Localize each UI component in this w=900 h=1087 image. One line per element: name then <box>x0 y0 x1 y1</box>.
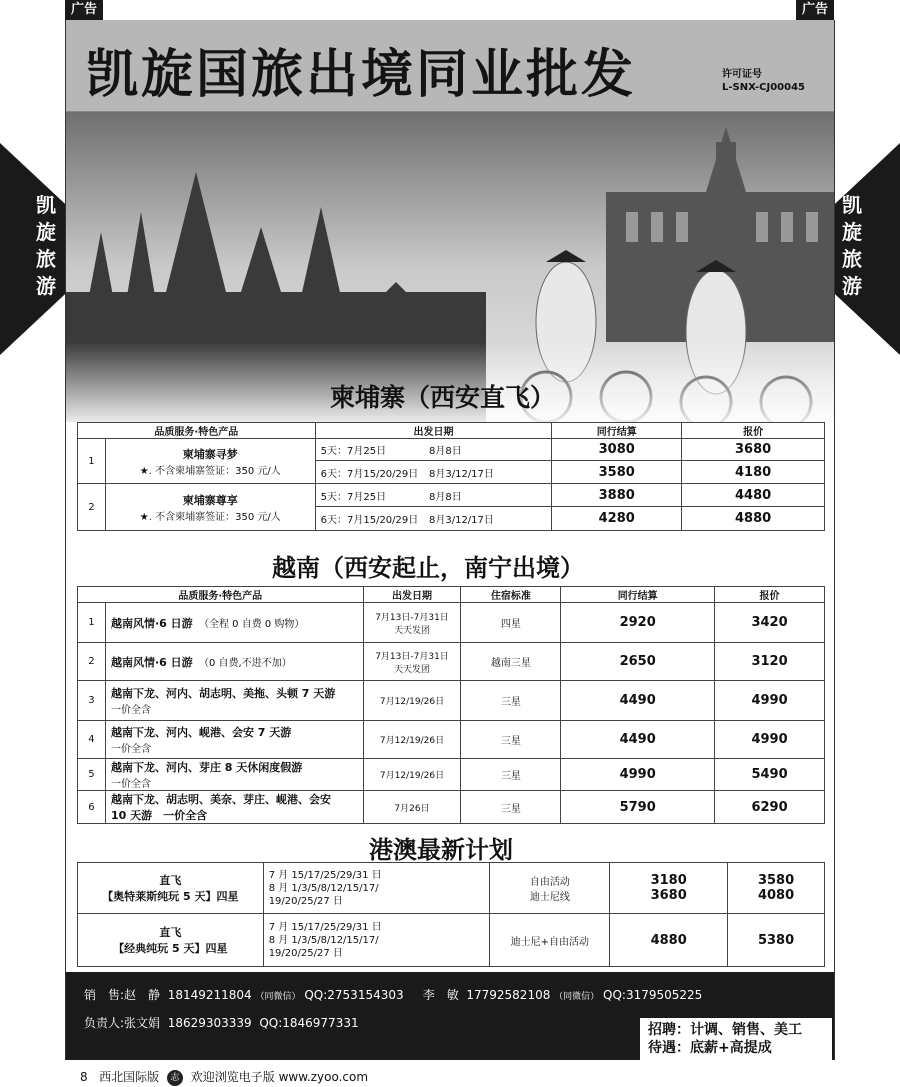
activity-cell: 自由活动 迪士尼线 <box>490 863 610 914</box>
header-banner <box>66 20 834 112</box>
cambodia-header-trade: 同行结算 <box>552 423 682 439</box>
license-label: 许可证号 <box>722 69 762 80</box>
trade-price: 4490 <box>561 721 715 759</box>
product-cell <box>105 721 363 759</box>
date-cell: 6天：7月15/20/29日 8月3/12/17日 <box>315 507 552 531</box>
row-number: 6 <box>78 791 106 824</box>
retail-price: 5380 <box>728 914 825 967</box>
retail-price: 4880 <box>682 507 825 531</box>
retail-price: 4180 <box>682 461 825 484</box>
cambodia-header-date: 出发日期 <box>315 423 552 439</box>
table-row <box>78 863 825 914</box>
vietnam-header-hotel: 住宿标准 <box>461 587 561 603</box>
date-cell: 7月13日-7月31日 天天发团 <box>363 603 461 643</box>
date-cell: 7月12/19/26日 <box>363 721 461 759</box>
sales-contact-row: 销 售:赵 静 18149211804 （同微信） QQ:2753154303 李 敏 17792582108 （同微信） QQ:3179505225 <box>84 988 703 1002</box>
welcome-link[interactable]: 欢迎浏览电子版 www.zyoo.com <box>190 1070 369 1084</box>
product-cell: 直飞 【奥特莱斯纯玩 5 天】四星 <box>78 863 264 914</box>
vietnam-header-trade: 同行结算 <box>561 587 715 603</box>
vietnam-header-row <box>78 587 825 603</box>
product-cell <box>105 791 363 824</box>
hotel-cell: 三星 <box>461 759 561 791</box>
product-name: 柬埔寨寻梦 <box>182 447 238 461</box>
product-cell <box>105 643 363 681</box>
license-number: L-SNX-CJ00045 <box>722 82 805 93</box>
table-row <box>78 603 825 643</box>
hotel-cell: 越南三星 <box>461 643 561 681</box>
hkmacau-title: 港澳最新计划 <box>369 836 513 864</box>
hotel-cell: 三星 <box>461 681 561 721</box>
date-cell: 7月12/19/26日 <box>363 759 461 791</box>
table-row <box>78 484 825 507</box>
ad-label-right: 广告 <box>796 0 834 20</box>
edition-label: 西北国际版 <box>99 1070 160 1084</box>
retail-price: 4480 <box>682 484 825 507</box>
product-note: ★. 不含柬埔寨签证：350 元/人 <box>139 465 281 477</box>
row-number: 1 <box>78 439 106 484</box>
row-number: 5 <box>78 759 106 791</box>
date-cell: 7 月 15/17/25/29/31 日 8 月 1/3/5/8/12/15/17/ 19/20/25/27 日 <box>263 863 490 914</box>
page-title: 凯旋国旅出境同业批发 <box>86 45 637 105</box>
recruit-benefits: 待遇：底薪+高提成 <box>648 1040 772 1056</box>
product-name: 越南下龙、胡志明、美奈、芽庄、岘港、会安 <box>110 793 331 806</box>
vietnam-table <box>77 586 825 824</box>
hkmacau-table <box>77 862 825 967</box>
product-name: 越南下龙、河内、芽庄 8 天休闲度假游 <box>110 761 303 774</box>
product-cell <box>105 759 363 791</box>
row-number: 2 <box>78 484 106 531</box>
table-row <box>78 791 825 824</box>
hero-photo-illustration <box>66 112 834 422</box>
retail-price: 3120 <box>715 643 825 681</box>
trade-price: 2920 <box>561 603 715 643</box>
product-note: ★. 不含柬埔寨签证：350 元/人 <box>139 511 281 523</box>
vietnam-header-price: 报价 <box>715 587 825 603</box>
product-cell <box>105 439 315 484</box>
row-number: 2 <box>78 643 106 681</box>
date-cell: 7月13日-7月31日 天天发团 <box>363 643 461 681</box>
table-row <box>78 914 825 967</box>
product-cell <box>105 603 363 643</box>
ad-frame <box>65 20 835 1060</box>
vietnam-header-date: 出发日期 <box>363 587 461 603</box>
trade-price: 3080 <box>552 439 682 461</box>
retail-price: 3580 4080 <box>728 863 825 914</box>
product-note: （0 自费,不进不加） <box>198 657 292 669</box>
date-cell: 7月12/19/26日 <box>363 681 461 721</box>
retail-price: 3680 <box>682 439 825 461</box>
hero-photo <box>66 112 834 422</box>
cambodia-table <box>77 422 825 531</box>
product-note: （全程 0 自费 0 购物） <box>198 618 305 630</box>
trade-price: 4880 <box>610 914 728 967</box>
side-text-right: 凯 旋 旅 游 <box>842 193 862 298</box>
table-row <box>78 681 825 721</box>
page-footer <box>80 1068 368 1086</box>
ad-label-left: 广告 <box>65 0 103 20</box>
product-note: 一价全含 <box>110 744 151 755</box>
cambodia-header-product: 品质服务·特色产品 <box>78 423 316 439</box>
vietnam-title: 越南（西安起止，南宁出境） <box>272 554 584 582</box>
publisher-logo-icon: 志 <box>167 1070 183 1086</box>
table-row <box>78 643 825 681</box>
date-cell: 7月26日 <box>363 791 461 824</box>
product-name: 越南风情·6 日游 <box>110 616 193 630</box>
trade-price: 4490 <box>561 681 715 721</box>
side-text-left: 凯 旋 旅 游 <box>36 193 56 298</box>
product-cell <box>105 681 363 721</box>
cambodia-header-row <box>78 423 825 439</box>
trade-price: 2650 <box>561 643 715 681</box>
retail-price: 4990 <box>715 681 825 721</box>
trade-price: 5790 <box>561 791 715 824</box>
trade-price: 3580 <box>552 461 682 484</box>
product-name: 越南风情·6 日游 <box>110 655 193 669</box>
product-name: 越南下龙、河内、胡志明、美拖、头顿 7 天游 <box>110 687 336 700</box>
retail-price: 4990 <box>715 721 825 759</box>
license-block <box>722 68 805 94</box>
activity-cell: 迪士尼+自由活动 <box>490 914 610 967</box>
date-cell: 7 月 15/17/25/29/31 日 8 月 1/3/5/8/12/15/17/ 19/20/25/27 日 <box>263 914 490 967</box>
table-row <box>78 439 825 461</box>
page-number: 8 <box>80 1070 88 1084</box>
hotel-cell: 四星 <box>461 603 561 643</box>
cambodia-header-price: 报价 <box>682 423 825 439</box>
manager-contact-row: 负责人:张文娟 18629303339 QQ:1846977331 <box>84 1016 359 1030</box>
hotel-cell: 三星 <box>461 721 561 759</box>
trade-price: 3880 <box>552 484 682 507</box>
table-row <box>78 721 825 759</box>
product-name: 柬埔寨尊享 <box>182 493 238 507</box>
table-row <box>78 759 825 791</box>
retail-price: 3420 <box>715 603 825 643</box>
date-cell: 5天：7月25日 8月8日 <box>315 439 552 461</box>
contact-footer <box>66 972 834 1060</box>
trade-price: 4280 <box>552 507 682 531</box>
date-cell: 6天：7月15/20/29日 8月3/12/17日 <box>315 461 552 484</box>
row-number: 1 <box>78 603 106 643</box>
retail-price: 5490 <box>715 759 825 791</box>
trade-price: 3180 3680 <box>610 863 728 914</box>
retail-price: 6290 <box>715 791 825 824</box>
recruit-positions: 招聘：计调、销售、美工 <box>648 1022 802 1038</box>
hotel-cell: 三星 <box>461 791 561 824</box>
product-cell: 直飞 【经典纯玩 5 天】四星 <box>78 914 264 967</box>
product-note: 一价全含 <box>110 779 151 790</box>
row-number: 3 <box>78 681 106 721</box>
date-cell: 5天：7月25日 8月8日 <box>315 484 552 507</box>
product-cell <box>105 484 315 531</box>
cambodia-title: 柬埔寨（西安直飞） <box>330 383 556 412</box>
trade-price: 4990 <box>561 759 715 791</box>
recruitment-box <box>640 1018 832 1060</box>
vietnam-header-product: 品质服务·特色产品 <box>78 587 364 603</box>
product-note: 10 天游 一价全含 <box>110 809 208 822</box>
row-number: 4 <box>78 721 106 759</box>
product-name: 越南下龙、河内、岘港、会安 7 天游 <box>110 726 292 739</box>
product-note: 一价全含 <box>110 705 151 716</box>
